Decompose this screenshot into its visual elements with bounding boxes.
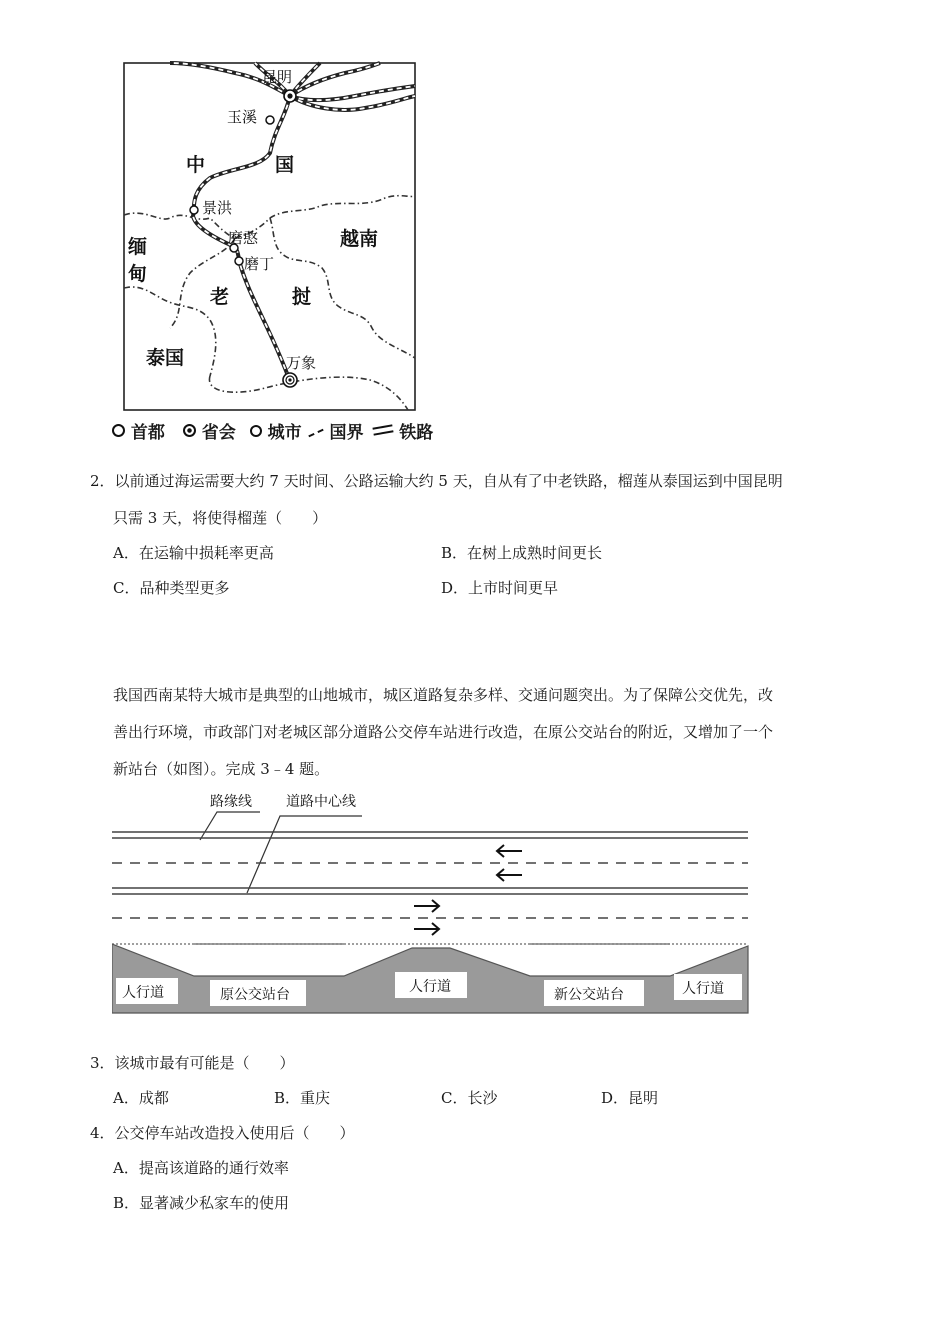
q4-option-a[interactable]: A．提高该道路的通行效率 bbox=[113, 1159, 289, 1177]
capital-legend-icon bbox=[112, 424, 125, 437]
curb-line-label: 路缘线 bbox=[210, 794, 252, 810]
lane-arrow-right-2 bbox=[414, 923, 439, 935]
city-legend-icon bbox=[250, 425, 262, 437]
q3-stem: 3．该城市最有可能是（ ） bbox=[90, 1054, 295, 1072]
yuxi-city-icon bbox=[266, 116, 274, 124]
passage-line1: 我国西南某特大城市是典型的山地城市，城区道路复杂多样、交通问题突出。为了保障公交优先，改 bbox=[113, 686, 774, 704]
q2-option-b[interactable]: B．在树上成熟时间更长 bbox=[441, 544, 603, 562]
vientiane-capital-icon bbox=[283, 373, 297, 387]
q2-stem-line2: 只需 3 天，将使得榴莲（ ） bbox=[113, 509, 328, 527]
label-vientiane: 万象 bbox=[286, 354, 317, 372]
railway-map bbox=[110, 58, 455, 448]
kunming-provincial-capital-icon bbox=[284, 90, 296, 102]
border-legend-icon bbox=[308, 429, 323, 438]
q3-option-b[interactable]: B．重庆 bbox=[274, 1089, 331, 1107]
label-china-2: 国 bbox=[275, 154, 295, 176]
railway-legend-icon bbox=[373, 424, 394, 435]
label-china-1: 中 bbox=[186, 154, 206, 176]
legend-railway: 铁路 bbox=[399, 423, 434, 443]
legend-capital: 首都 bbox=[130, 423, 165, 443]
label-boten: 磨丁 bbox=[244, 255, 275, 273]
sidewalk-label-1: 人行道 bbox=[122, 985, 164, 1001]
lane-arrow-left-1 bbox=[497, 845, 522, 857]
lane-arrow-left-2 bbox=[497, 869, 522, 881]
label-vietnam: 越南 bbox=[340, 228, 379, 250]
legend-city: 城市 bbox=[267, 423, 302, 443]
sidewalk-label-3: 人行道 bbox=[682, 981, 724, 997]
legend-provincial-capital: 省会 bbox=[201, 423, 236, 443]
label-laos-2: 挝 bbox=[292, 286, 312, 308]
label-mohan: 磨憨 bbox=[228, 229, 259, 247]
label-yuxi: 玉溪 bbox=[227, 108, 258, 126]
label-myanmar-2: 甸 bbox=[128, 263, 148, 285]
lane-arrow-right-1 bbox=[414, 900, 439, 912]
jinghong-city-icon bbox=[190, 206, 198, 214]
q4-option-b[interactable]: B．显著减少私家车的使用 bbox=[113, 1194, 290, 1212]
q3-option-c[interactable]: C．长沙 bbox=[441, 1089, 498, 1107]
passage-line3: 新站台（如图）。完成 3﹣4 题。 bbox=[113, 760, 330, 778]
q2-stem-line1: 2．以前通过海运需要大约 7 天时间、公路运输大约 5 天，自从有了中老铁路，榴莲从泰国运到中国昆明 bbox=[90, 472, 783, 490]
label-thailand: 泰国 bbox=[146, 347, 185, 369]
legend-border: 国界 bbox=[329, 423, 364, 443]
provincial-capital-legend-icon bbox=[183, 424, 196, 437]
q2-option-c[interactable]: C．品种类型更多 bbox=[113, 579, 230, 597]
label-laos-1: 老 bbox=[210, 286, 230, 308]
q2-option-a[interactable]: A．在运输中损耗率更高 bbox=[113, 544, 274, 562]
sidewalk-label-2: 人行道 bbox=[409, 979, 451, 995]
bus-stop-road-diagram bbox=[112, 788, 752, 1018]
label-myanmar-1: 缅 bbox=[128, 236, 148, 258]
q3-option-d[interactable]: D．昆明 bbox=[601, 1089, 659, 1107]
new-bus-stop-label: 新公交站台 bbox=[554, 987, 624, 1003]
passage-line2: 善出行环境，市政部门对老城区部分道路公交停车站进行改造，在原公交站台的附近，又增加了一个 bbox=[113, 723, 774, 741]
old-bus-stop-label: 原公交站台 bbox=[220, 987, 290, 1003]
label-jinghong: 景洪 bbox=[202, 199, 233, 217]
map-legend bbox=[112, 418, 433, 443]
label-kunming: 昆明 bbox=[262, 68, 293, 86]
q4-stem: 4．公交停车站改造投入使用后（ ） bbox=[90, 1124, 355, 1142]
center-line-label: 道路中心线 bbox=[286, 794, 356, 810]
boten-city-icon bbox=[235, 257, 243, 265]
q3-option-a[interactable]: A．成都 bbox=[113, 1089, 169, 1107]
q2-option-d[interactable]: D．上市时间更早 bbox=[441, 579, 559, 597]
